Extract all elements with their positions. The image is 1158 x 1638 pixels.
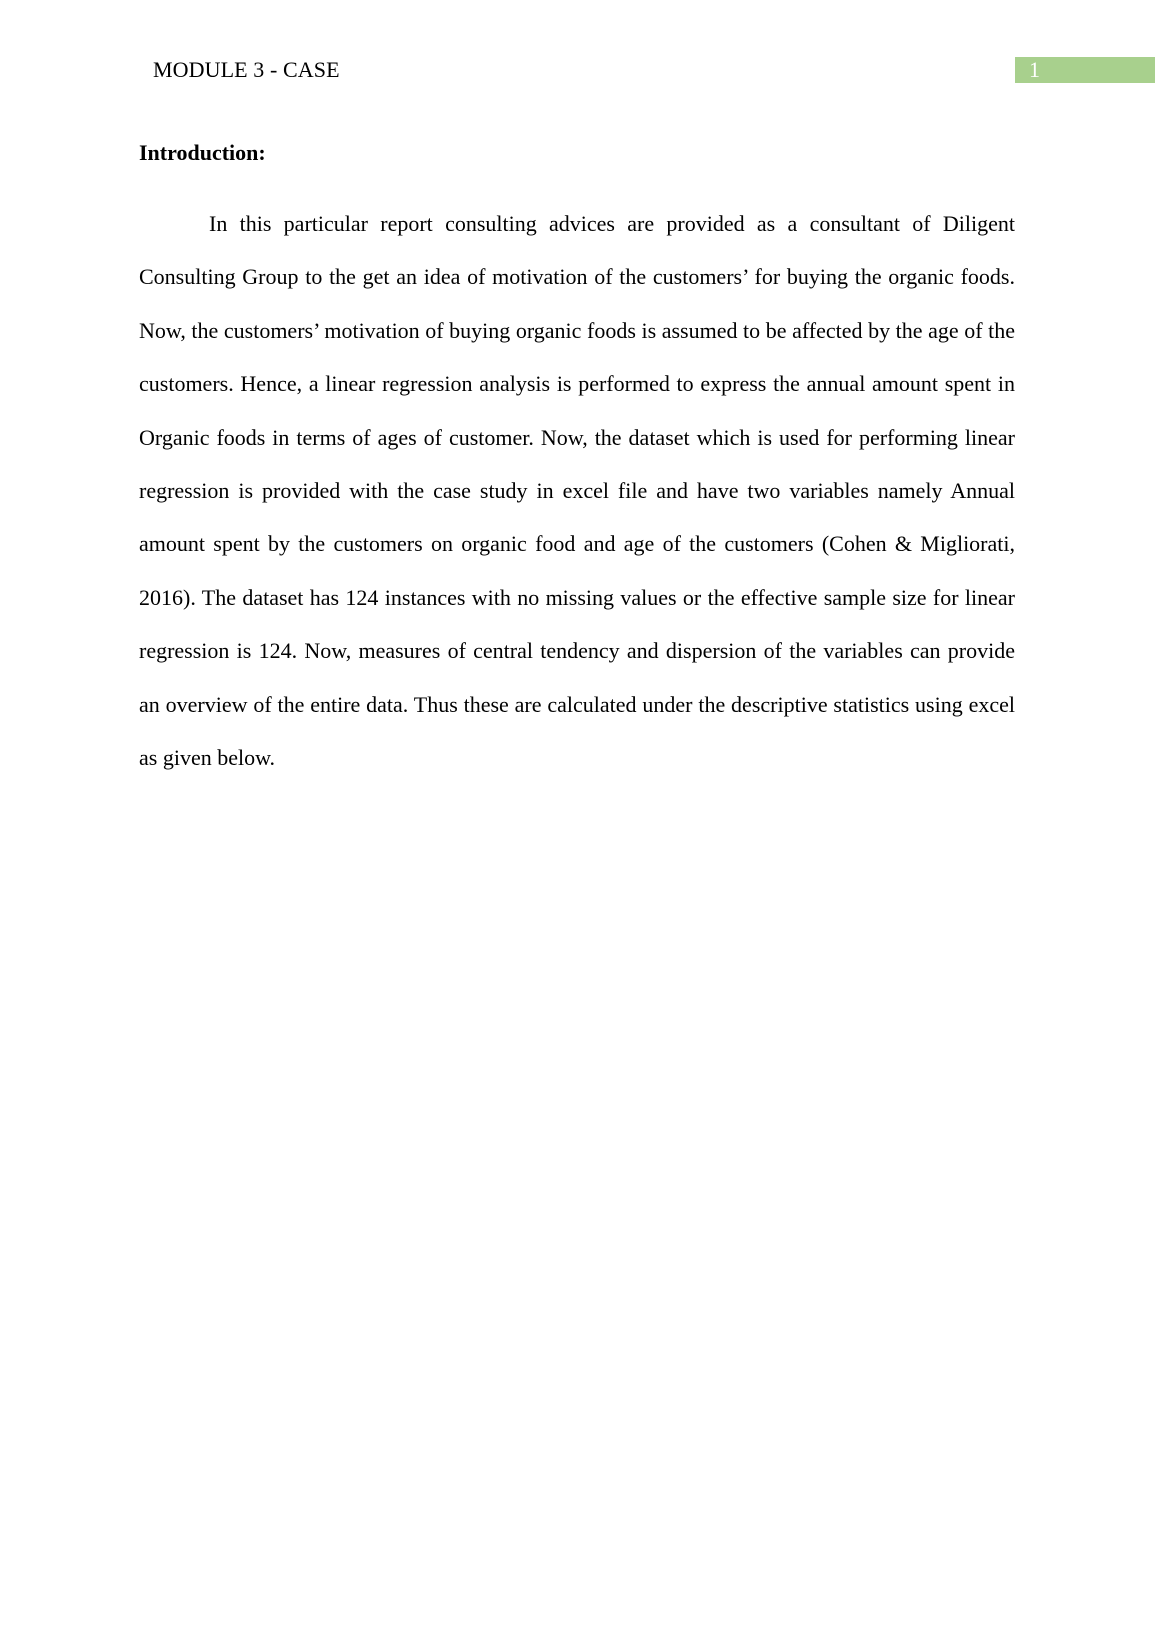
running-head: MODULE 3 - CASE — [153, 57, 340, 82]
introduction-paragraph: In this particular report consulting advices are provided as a consultant of Diligent Consulting Group to the get an idea of motivation of the customers’ for buying the organic foods. Now, the customers’ motivation of buying organic foods is assumed to be affected by the age of the customers. Hence, a linear regression analysis is performed to express the annual amount spent in Organic foods in terms of ages of customer. Now, the dataset which is used for performing linear regression is provided with the case study in excel file and have two variables namely Annual amount spent by the customers on organic food and age of the customers (Cohen & Migliorati, 2016). The dataset has 124 instances with no missing values or the effective sample size for linear regression is 124. Now, measures of central tendency and dispersion of the variables can provide an overview of the entire data. Thus these are calculated under the descriptive statistics using excel as given below. — [139, 211, 1015, 771]
page-number: 1 — [1029, 57, 1040, 82]
section-heading: Introduction: — [139, 140, 266, 165]
page-number-bar — [1015, 57, 1155, 83]
